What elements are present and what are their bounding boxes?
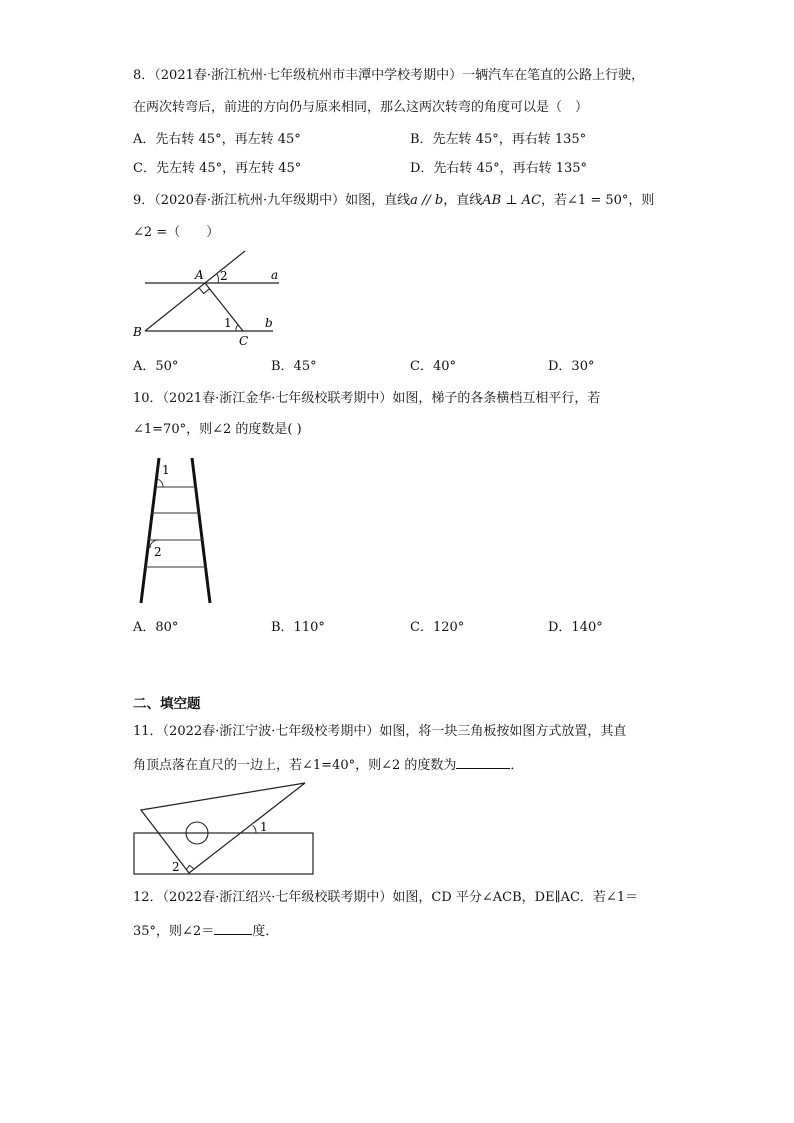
- q10-option-c: C．120°: [410, 620, 465, 635]
- label-b: b: [265, 316, 273, 330]
- q9-option-b: B．45°: [271, 359, 317, 374]
- q8-stem-line2: 在两次转弯后，前进的方向仍与原来相同，那么这两次转弯的角度可以是（ ）: [133, 100, 589, 115]
- right-angle-mark: [199, 288, 210, 294]
- q12-stem-prefix: 35°，则∠2＝: [133, 924, 215, 939]
- q8-option-d: D．先右转 45°，再右转 135°: [410, 161, 588, 176]
- q8-stem-line1: 8．（2021春·浙江杭州·七年级杭州市丰潭中学校考期中）一辆汽车在笔直的公路上行驶，: [133, 68, 645, 83]
- q9-stem-prefix: 9．（2020春·浙江杭州·九年级期中）如图，直线: [133, 193, 411, 208]
- q11-answer-blank[interactable]: [456, 754, 510, 769]
- angle-1-arc: [236, 325, 238, 331]
- q10-stem-line1: 10．（2021春·浙江金华·七年级校联考期中）如图，梯子的各条横档互相平行，若: [133, 391, 601, 406]
- q9-option-d: D．30°: [548, 359, 595, 374]
- q9-stem-line1: [133, 192, 654, 210]
- label-a: a: [271, 268, 279, 282]
- q11-stem-line1: 11．（2022春·浙江宁波·七年级校考期中）如图，将一块三角板按如图方式放置，其直: [133, 724, 627, 739]
- q11-stem-prefix: 角顶点落在直尺的一边上，若∠1=40°，则∠2 的度数为: [133, 758, 457, 773]
- q8-option-a: A．先右转 45°，再左转 45°: [133, 132, 301, 147]
- label-C: C: [239, 334, 249, 348]
- label-angle-2: 2: [154, 545, 162, 559]
- q8-option-b: B．先左转 45°，再右转 135°: [410, 132, 587, 147]
- ruler: [134, 833, 313, 874]
- q12-stem-line2: [133, 920, 278, 941]
- q10-stem-line2: ∠1=70°，则∠2 的度数是( ): [133, 422, 302, 437]
- label-angle-2: 2: [172, 860, 180, 874]
- q9-stem-parallel: a // b: [410, 193, 444, 208]
- q12-answer-blank[interactable]: [214, 920, 252, 935]
- q9-stem-mid: ，直线: [443, 193, 483, 208]
- q8-option-c: C．先左转 45°，再左转 45°: [133, 161, 302, 176]
- q9-stem-line2: ∠2 =（ ）: [133, 225, 220, 240]
- ladder-right-rail: [192, 458, 210, 603]
- label-angle-1: 1: [260, 820, 268, 834]
- ladder-left-rail: [141, 458, 159, 603]
- right-angle-mark: [186, 865, 193, 869]
- q9-figure: [133, 245, 293, 355]
- q9-option-a: A．50°: [133, 359, 179, 374]
- q9-stem-perpendicular: AB ⊥ AC: [482, 193, 542, 208]
- q9-stem-suffix: ，若∠1 = 50°，则: [541, 193, 655, 208]
- q10-option-b: B．110°: [271, 620, 325, 635]
- label-angle-2: 2: [220, 269, 228, 283]
- angle-2-arc: [217, 274, 218, 283]
- set-square: [141, 783, 305, 873]
- q12-stem-suffix: 度．: [252, 924, 279, 939]
- label-A: A: [195, 268, 204, 282]
- angle-1-arc: [253, 825, 256, 833]
- q11-stem-line2: [133, 754, 523, 775]
- section-title-fill-in: 二、填空题: [133, 696, 201, 712]
- angle-1-arc: [157, 479, 163, 487]
- label-angle-1: 1: [162, 463, 170, 477]
- q11-stem-suffix: ．: [510, 758, 524, 773]
- q10-option-a: A．80°: [133, 620, 179, 635]
- label-B: B: [133, 325, 142, 339]
- q9-option-c: C．40°: [410, 359, 456, 374]
- q12-stem-line1: 12．（2022春·浙江绍兴·七年级校联考期中）如图，CD 平分∠ACB，DE∥AC．若∠1＝: [133, 890, 639, 905]
- q10-option-d: D．140°: [548, 620, 603, 635]
- q11-figure: [130, 780, 320, 880]
- q10-ladder-figure: [130, 450, 230, 610]
- label-angle-1: 1: [224, 316, 232, 330]
